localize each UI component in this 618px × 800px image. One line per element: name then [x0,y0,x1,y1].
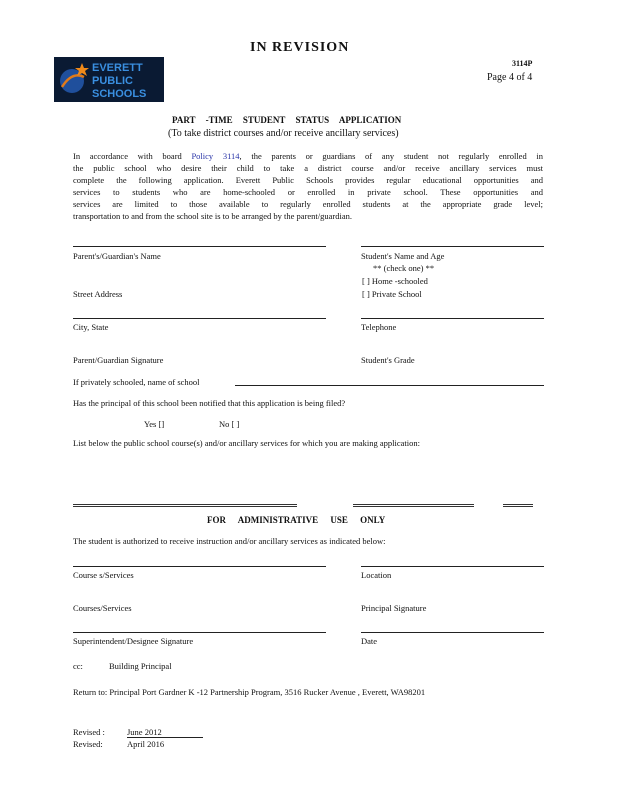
city-state-line[interactable] [73,318,326,319]
intro-line-3: complete the following application. Everett Public Schools provides regular educational opportunities and [73,175,543,185]
admin-divider-mid [353,504,474,507]
logo-line3: SCHOOLS [92,88,147,100]
home-schooled-checkbox[interactable]: [ ] Home -schooled [362,276,428,286]
principal-signature-label: Principal Signature [361,603,427,613]
school-name-label: If privately schooled, name of school [73,377,200,387]
date-label: Date [361,636,378,646]
principal-notified-label: Has the principal of this school been notified that this application is being filed? [73,398,346,408]
page-title: IN REVISION [250,40,350,55]
intro-line-1: In accordance with board Policy 3114, the parents or guardians of any student not regularly enrolled in [73,151,543,161]
revised-date-2: April 2016 [127,739,165,749]
private-school-checkbox[interactable]: [ ] Private School [362,289,422,299]
yes-checkbox[interactable]: Yes [] [144,419,165,429]
intro-line-5: services are limited to those available to regularly enrolled students at the appropriate grade level; [73,199,543,209]
cc-label: cc: [73,661,83,671]
intro-line-6: transportation to and from the school site is to be arranged by the parent/guardian. [73,211,353,221]
district-logo [54,57,164,102]
student-name-label: Student's Name and Age [361,251,445,261]
authorized-text: The student is authorized to receive instruction and/or ancillary services as indicated below: [73,536,386,546]
policy-code: 3114P [512,59,533,68]
revised-label-2: Revised: [73,739,103,749]
courses-services-label: Courses/Services [73,603,132,613]
intro-line-2: the public school who desire their child to take a district course and/or receive ancillary services must [73,163,543,173]
student-name-line[interactable] [361,246,544,247]
course-services-label: Course s/Services [73,570,134,580]
page-number: Page 4 of 4 [487,72,533,83]
telephone-label: Telephone [361,322,397,332]
form-subheading: (To take district courses and/or receive ancillary services) [168,128,399,139]
revised-label-1: Revised : [73,727,105,737]
parent-name-line[interactable] [73,246,326,247]
form-heading: PART -TIME STUDENT STATUS APPLICATION [172,115,402,125]
admin-divider-left [73,504,297,507]
cc-value: Building Principal [109,661,172,671]
intro-paragraph [73,150,543,222]
street-address-label: Street Address [73,289,123,299]
logo-line1: EVERETT [92,62,143,74]
parent-signature-label: Parent/Guardian Signature [73,355,164,365]
intro-line-4: services to students who are home-schooled or enrolled in private school. These opportunities and [73,187,543,197]
check-one-label: ** (check one) ** [373,263,435,273]
revised-underline [127,737,203,738]
admin-heading: FOR ADMINISTRATIVE USE ONLY [207,515,386,525]
superintendent-label: Superintendent/Designee Signature [73,636,194,646]
school-name-line[interactable] [235,385,544,386]
location-label: Location [361,570,392,580]
city-state-label: City, State [73,322,109,332]
student-grade-label: Student's Grade [361,355,415,365]
revised-date-1: June 2012 [127,727,162,737]
logo-line2: PUBLIC [92,75,133,87]
location-line[interactable] [361,566,544,567]
telephone-line[interactable] [361,318,544,319]
course-services-line[interactable] [73,566,326,567]
no-checkbox[interactable]: No [ ] [219,419,240,429]
date-line[interactable] [361,632,544,633]
list-courses-label: List below the public school course(s) and/or ancillary services for which you are making application: [73,438,420,448]
superintendent-line[interactable] [73,632,326,633]
parent-name-label: Parent's/Guardian's Name [73,251,161,261]
return-to-text: Return to: Principal Port Gardner K -12 Partnership Program, 3516 Rucker Avenue , Everett, WA98201 [73,687,426,697]
policy-link[interactable]: Policy 3114 [191,151,240,161]
admin-divider-right [503,504,533,507]
